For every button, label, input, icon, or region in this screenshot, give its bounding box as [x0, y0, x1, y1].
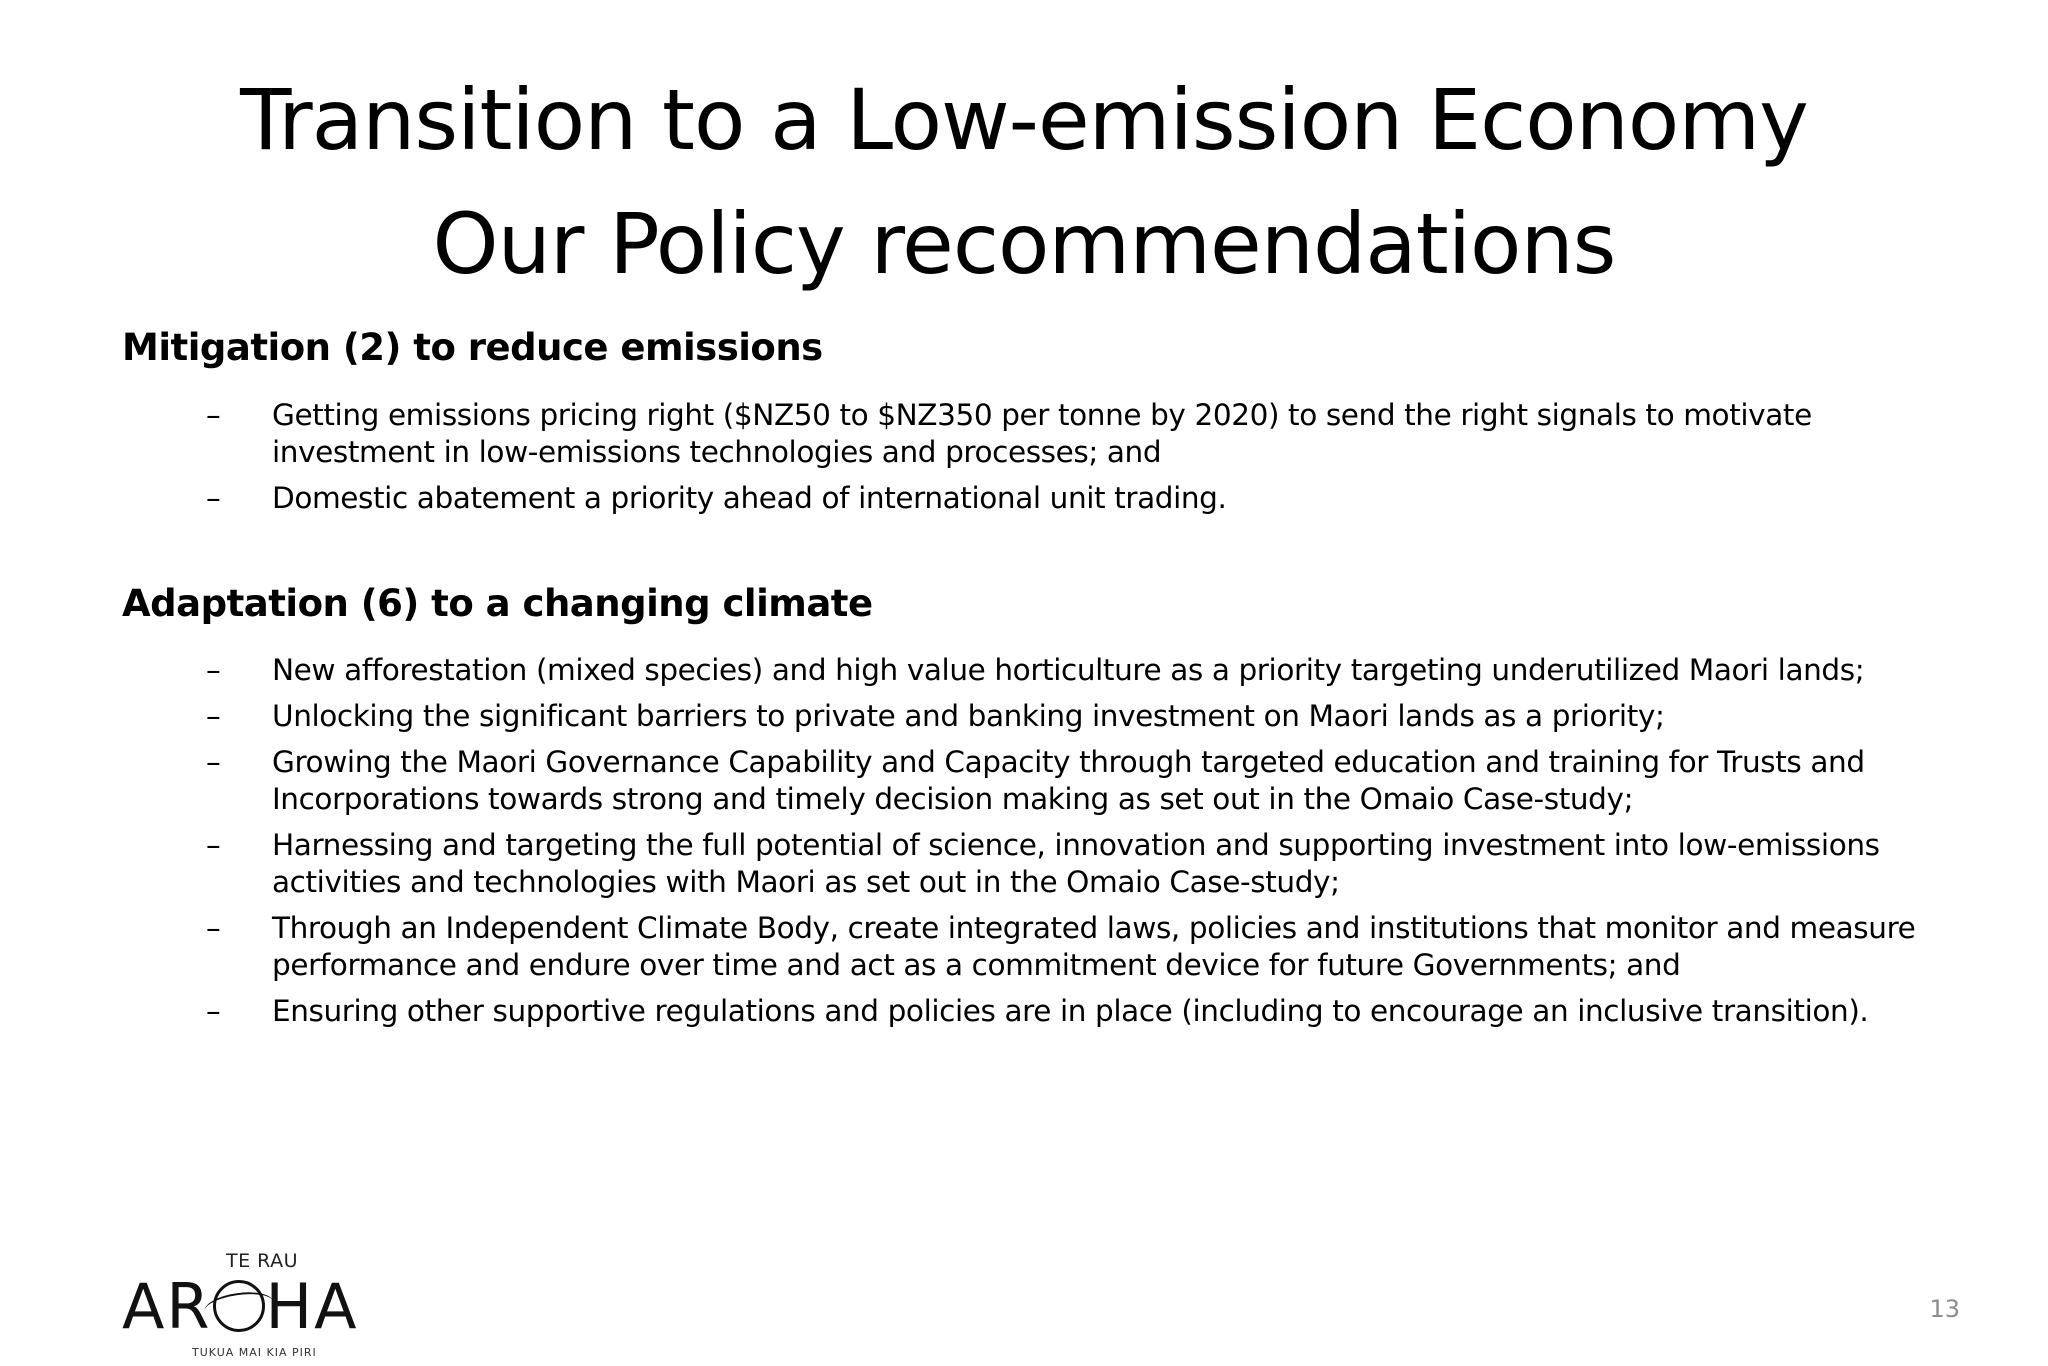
logo-wordmark-end: HA — [265, 1270, 359, 1343]
list-item — [206, 744, 1966, 818]
dash-bullet-icon: – — [206, 828, 221, 862]
dash-bullet-icon: – — [206, 994, 221, 1028]
page-number: 13 — [1929, 1295, 1960, 1323]
list-item — [206, 993, 1966, 1030]
section-heading-adaptation: Adaptation (6) to a changing climate — [122, 582, 873, 625]
logo-wordmark — [122, 1270, 359, 1343]
list-item — [206, 652, 1966, 689]
te-rau-aroha-logo — [122, 1250, 422, 1366]
bullet-text: New afforestation (mixed species) and high value horticulture as a priority targeting underutilized Maori lands; — [272, 653, 1865, 687]
list-item — [206, 698, 1966, 735]
logo-tagline: TUKUA MAI KIA PIRI — [192, 1346, 317, 1359]
list-item — [206, 910, 1966, 984]
logo-ring-icon — [213, 1280, 265, 1332]
slide-title-line-1: Transition to a Low-emission Economy — [240, 71, 1808, 169]
section-heading-mitigation: Mitigation (2) to reduce emissions — [122, 326, 823, 369]
slide-title — [0, 58, 2048, 306]
dash-bullet-icon: – — [206, 653, 221, 687]
list-item — [206, 827, 1966, 901]
dash-bullet-icon: – — [206, 481, 221, 515]
list-item — [206, 397, 1966, 471]
bullet-list-mitigation — [206, 397, 1966, 526]
logo-top-text: TE RAU — [226, 1250, 298, 1272]
logo-wordmark-start: AR — [122, 1270, 212, 1343]
dash-bullet-icon: – — [206, 398, 221, 432]
list-item — [206, 480, 1966, 517]
bullet-list-adaptation — [206, 652, 1966, 1039]
bullet-text: Growing the Maori Governance Capability and Capacity through targeted education and training for Trusts and Incorporations towards strong and timely decision making as set out in the Omaio Case-study; — [272, 745, 1865, 816]
bullet-text: Through an Independent Climate Body, create integrated laws, policies and institutions that monitor and measure performance and endure over time and act as a commitment device for future Governments; and — [272, 911, 1916, 982]
dash-bullet-icon: – — [206, 745, 221, 779]
dash-bullet-icon: – — [206, 699, 221, 733]
bullet-text: Domestic abatement a priority ahead of international unit trading. — [272, 481, 1227, 515]
dash-bullet-icon: – — [206, 911, 221, 945]
bullet-text: Ensuring other supportive regulations and policies are in place (including to encourage an inclusive transition). — [272, 994, 1869, 1028]
bullet-text: Getting emissions pricing right ($NZ50 to $NZ350 per tonne by 2020) to send the right signals to motivate investment in low-emissions technologies and processes; and — [272, 398, 1812, 469]
bullet-text: Unlocking the significant barriers to private and banking investment on Maori lands as a priority; — [272, 699, 1665, 733]
bullet-text: Harnessing and targeting the full potential of science, innovation and supporting investment into low-emissions activities and technologies with Maori as set out in the Omaio Case-study; — [272, 828, 1880, 899]
slide-title-line-2: Our Policy recommendations — [432, 195, 1616, 293]
